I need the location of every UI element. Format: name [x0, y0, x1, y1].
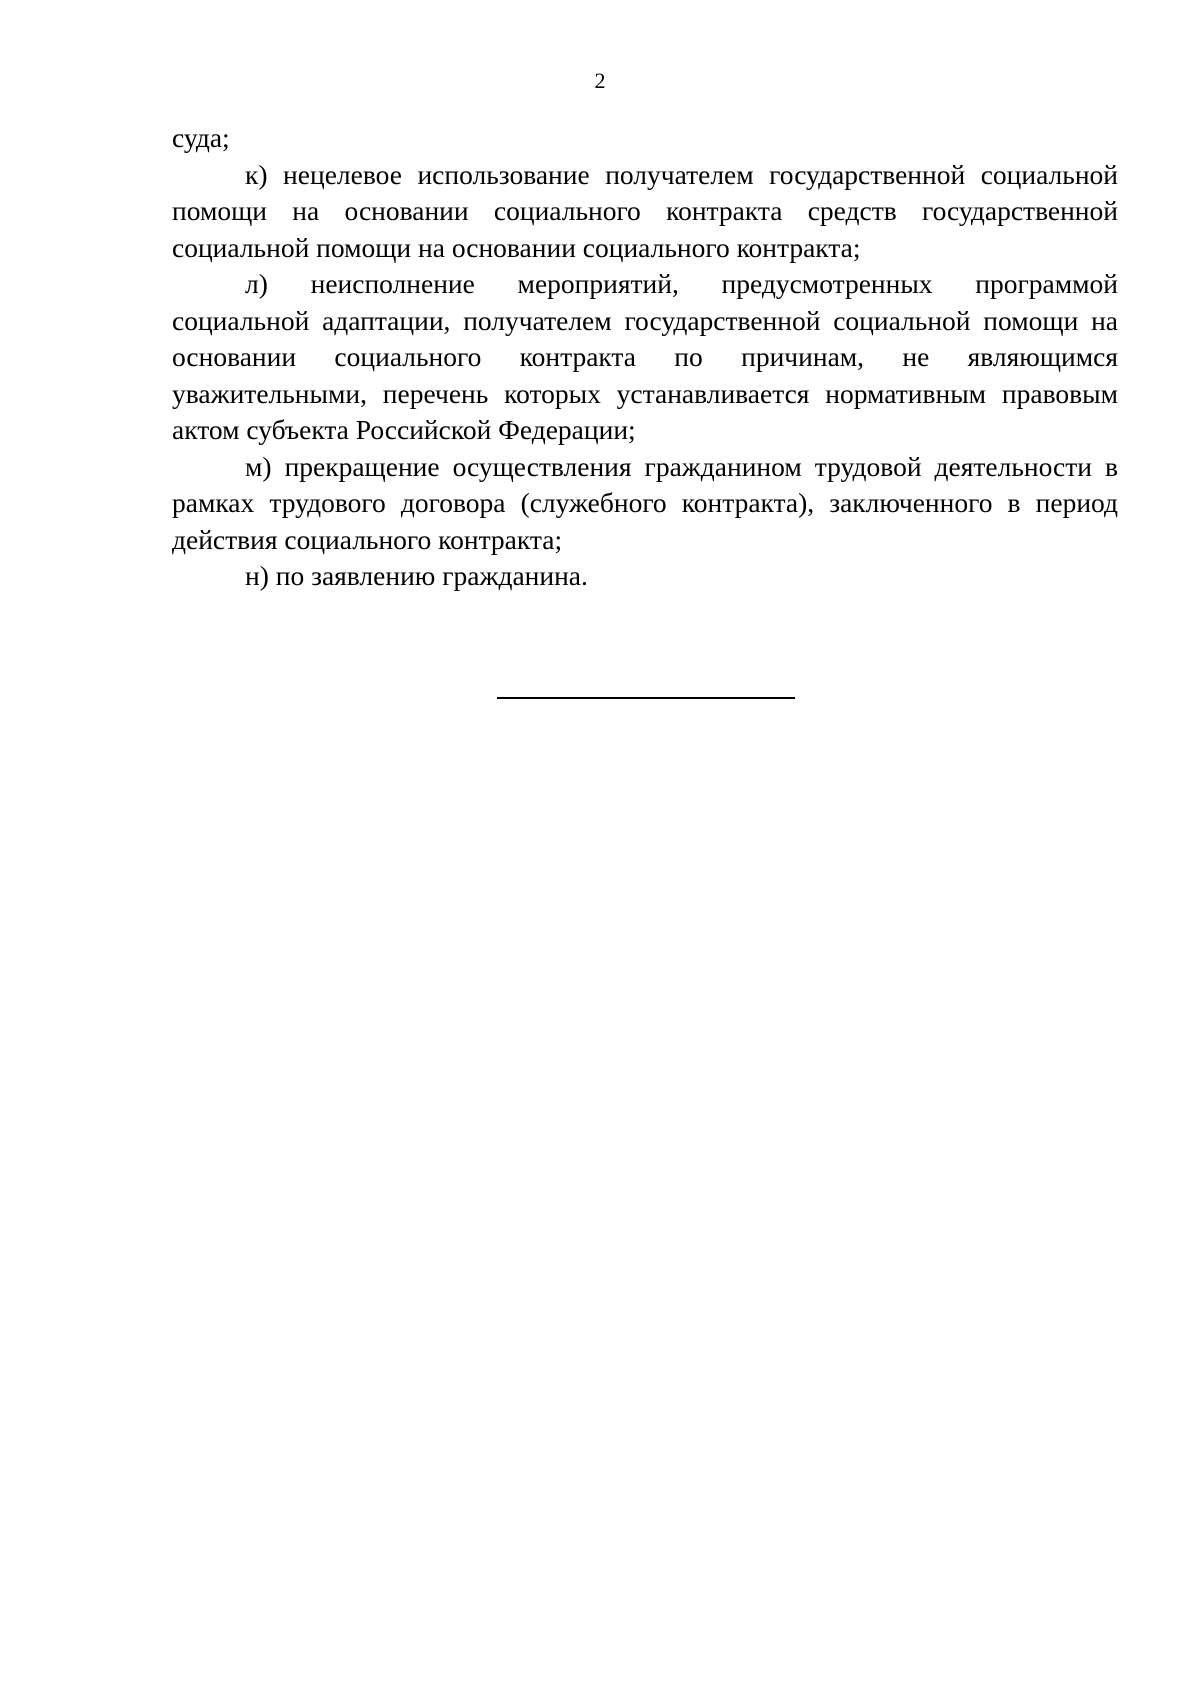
paragraph-item-l: л) неисполнение мероприятий, предусмотренных программой социальной адаптации, получателем государственной социальной помощи на основании социального контракта по причинам, не являющимся уважительными, перечень которых устанавливается нормативным правовым актом субъекта Российской Федерации; [172, 268, 1118, 445]
paragraph-item-k: к) нецелевое использование получателем государственной социальной помощи на основании социального контракта средств государственной социальной помощи на основании социального контракта; [172, 158, 1118, 263]
paragraph-item-n: н) по заявлению гражданина. [245, 560, 588, 591]
end-of-document-rule [497, 697, 795, 699]
paragraph-continuation: суда; [172, 122, 230, 153]
document-body [172, 120, 1118, 595]
page-number: 2 [594, 68, 606, 93]
paragraph-item-m: м) прекращение осуществления гражданином трудовой деятельности в рамках трудового договора (служебного контракта), заключенного в период действия социального контракта; [172, 450, 1118, 555]
